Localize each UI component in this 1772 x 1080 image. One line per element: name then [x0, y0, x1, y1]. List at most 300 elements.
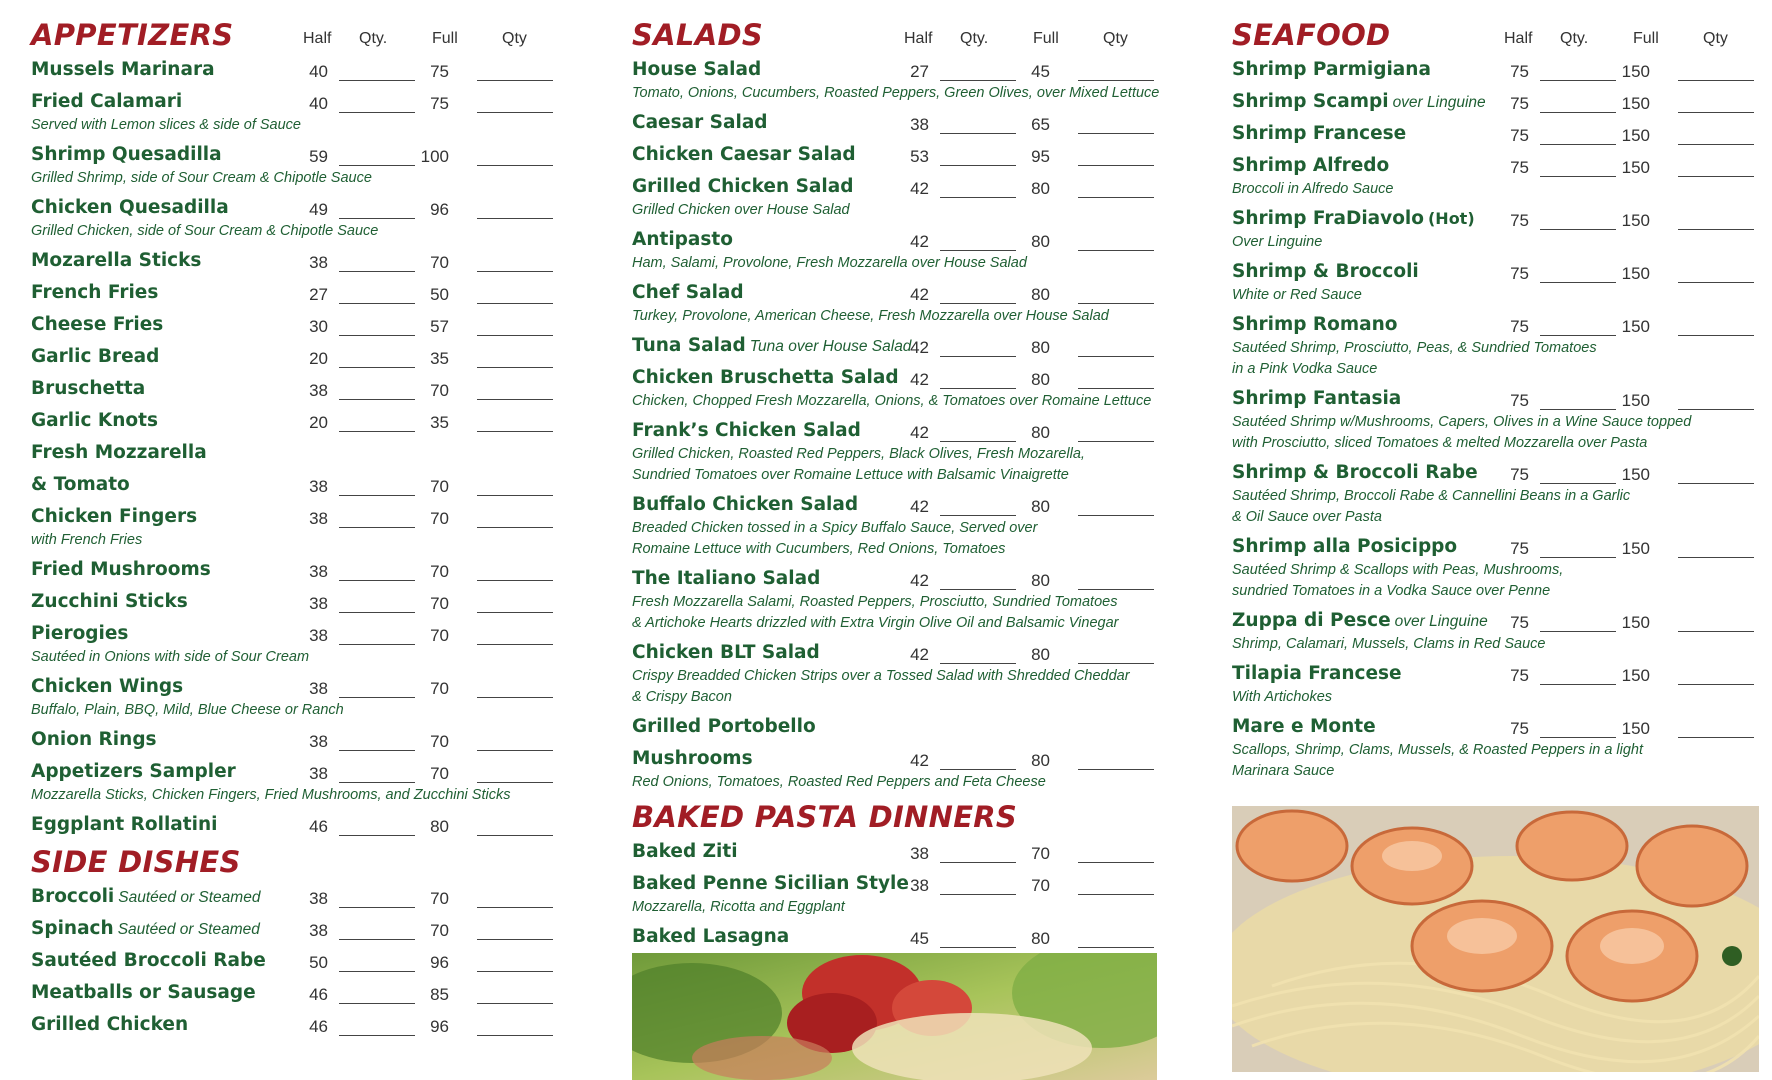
full-qty-line[interactable]	[1078, 133, 1154, 134]
menu-item-title: Shrimp Parmigiana	[1232, 59, 1431, 80]
menu-item-title: Shrimp Fantasia	[1232, 388, 1402, 409]
menu-item-row	[632, 745, 1162, 772]
half-qty-line[interactable]	[339, 335, 415, 336]
half-qty-line[interactable]	[940, 388, 1016, 389]
column-header-qty2: Qty	[1103, 30, 1128, 47]
menu-item-title: Baked Penne Sicilian Style	[632, 873, 909, 894]
menu-item-title: House Salad	[632, 59, 762, 80]
full-qty-line[interactable]	[477, 80, 553, 81]
half-qty-line[interactable]	[339, 750, 415, 751]
menu-item-note: Sautéed or Steamed	[118, 889, 261, 906]
menu-item	[31, 56, 563, 88]
menu-item-description: With Artichokes	[1232, 689, 1333, 705]
half-price: 38	[309, 253, 328, 272]
full-qty-line[interactable]	[477, 1003, 553, 1004]
full-qty-line[interactable]	[477, 1035, 553, 1036]
full-qty-line[interactable]	[1678, 229, 1754, 230]
menu-item-row	[31, 56, 563, 83]
half-price: 38	[309, 509, 328, 528]
half-qty-line[interactable]	[940, 356, 1016, 357]
full-qty-line[interactable]	[1078, 250, 1154, 251]
menu-item-row	[1232, 311, 1758, 338]
full-qty-line[interactable]	[1078, 515, 1154, 516]
menu-item-title: Grilled Chicken	[31, 1014, 189, 1035]
full-price: 80	[1031, 929, 1050, 948]
half-qty-line[interactable]	[1540, 176, 1616, 177]
menu-item-title: Chicken Quesadilla	[31, 197, 229, 218]
half-qty-line[interactable]	[339, 112, 415, 113]
menu-item	[31, 375, 563, 407]
menu-item-hot-tag: (Hot)	[1427, 209, 1475, 228]
column-header-full: Full	[1033, 30, 1059, 47]
full-price: 80	[430, 817, 449, 836]
menu-item-row	[632, 870, 1162, 897]
section-heading-salads	[632, 18, 1162, 56]
full-qty-line[interactable]	[477, 431, 553, 432]
full-qty-line[interactable]	[1078, 947, 1154, 948]
full-price: 50	[430, 285, 449, 304]
section-title: SALADS	[632, 18, 764, 52]
full-qty-line[interactable]	[1078, 769, 1154, 770]
full-qty-line[interactable]	[477, 939, 553, 940]
menu-item-description: Chicken, Chopped Fresh Mozzarella, Onions, & Tomatoes over Romaine Lettuce	[632, 393, 1152, 409]
menu-item-description: Fresh Mozzarella Salami, Roasted Peppers, Prosciutto, Sundried Tomatoes	[632, 594, 1118, 610]
full-price: 80	[1031, 338, 1050, 357]
menu-item-title: Garlic Bread	[31, 346, 160, 367]
half-price: 42	[910, 423, 929, 442]
menu-item	[632, 364, 1162, 417]
menu-item-description: & Artichoke Hearts drizzled with Extra Virgin Olive Oil and Balsamic Vinegar	[632, 615, 1119, 631]
menu-item	[1232, 88, 1758, 120]
half-qty-line[interactable]	[339, 367, 415, 368]
menu-item-name	[632, 873, 909, 894]
menu-item	[1232, 713, 1758, 787]
half-qty-line[interactable]	[940, 589, 1016, 590]
menu-item-description: Romaine Lettuce with Cucumbers, Red Onions, Tomatoes	[632, 541, 1006, 557]
full-qty-line[interactable]	[477, 165, 553, 166]
half-price: 75	[1510, 211, 1529, 230]
menu-item-title: Fried Calamari	[31, 91, 183, 112]
full-price: 150	[1621, 666, 1650, 685]
half-qty-line[interactable]	[1540, 684, 1616, 685]
menu-item-name	[632, 282, 744, 303]
half-qty-line[interactable]	[1540, 631, 1616, 632]
full-price: 75	[430, 62, 449, 81]
full-price: 150	[1621, 317, 1650, 336]
half-price: 75	[1510, 264, 1529, 283]
menu-item-row	[1232, 120, 1758, 147]
full-qty-line[interactable]	[477, 835, 553, 836]
menu-item-row	[1232, 713, 1758, 740]
half-qty-line[interactable]	[1540, 112, 1616, 113]
half-qty-line[interactable]	[339, 939, 415, 940]
full-price: 150	[1621, 465, 1650, 484]
menu-item-description: Grilled Chicken over House Salad	[632, 202, 850, 218]
menu-item-title: Bruschetta	[31, 378, 146, 399]
full-price: 70	[430, 889, 449, 908]
half-qty-line[interactable]	[339, 697, 415, 698]
menu-item	[632, 870, 1162, 923]
menu-item	[632, 838, 1162, 870]
half-qty-line[interactable]	[339, 527, 415, 528]
half-qty-line[interactable]	[940, 947, 1016, 948]
menu-item-name	[1232, 91, 1486, 112]
section-heading-side-dishes	[31, 845, 563, 883]
half-price: 46	[309, 1017, 328, 1036]
full-price: 80	[1031, 370, 1050, 389]
half-qty-line[interactable]	[940, 894, 1016, 895]
menu-item-name	[31, 950, 266, 971]
half-qty-line[interactable]	[940, 133, 1016, 134]
full-price: 150	[1621, 211, 1650, 230]
full-qty-line[interactable]	[1678, 737, 1754, 738]
menu-item-description: & Crispy Bacon	[632, 689, 732, 705]
menu-item	[31, 1011, 563, 1043]
menu-item-row	[31, 375, 563, 402]
half-qty-line[interactable]	[940, 197, 1016, 198]
full-qty-line[interactable]	[1078, 303, 1154, 304]
menu-item-title: Fresh Mozzarella	[31, 442, 207, 463]
half-price: 40	[309, 62, 328, 81]
full-qty-line[interactable]	[1078, 441, 1154, 442]
full-qty-line[interactable]	[1078, 80, 1154, 81]
menu-item-description: Buffalo, Plain, BBQ, Mild, Blue Cheese or Ranch	[31, 702, 344, 718]
full-qty-line[interactable]	[1078, 356, 1154, 357]
half-qty-line[interactable]	[940, 165, 1016, 166]
full-qty-line[interactable]	[1678, 409, 1754, 410]
column-header-qty1: Qty.	[359, 30, 388, 47]
full-price: 150	[1621, 391, 1650, 410]
menu-item-row	[31, 758, 563, 785]
half-qty-line[interactable]	[940, 80, 1016, 81]
full-qty-line[interactable]	[1078, 894, 1154, 895]
menu-item-row	[632, 923, 1162, 950]
column-header-full: Full	[1633, 30, 1659, 47]
column-header-qty2: Qty	[1703, 30, 1728, 47]
menu-item	[1232, 120, 1758, 152]
menu-item-description: Breaded Chicken tossed in a Spicy Buffalo Sauce, Served over	[632, 520, 1038, 536]
menu-item-description: Marinara Sauce	[1232, 763, 1335, 779]
menu-item-name	[31, 814, 217, 835]
menu-item-row	[632, 141, 1162, 168]
full-qty-line[interactable]	[477, 399, 553, 400]
full-qty-line[interactable]	[1078, 165, 1154, 166]
half-qty-line[interactable]	[339, 1035, 415, 1036]
half-price: 38	[910, 844, 929, 863]
menu-item-description: Sundried Tomatoes over Romaine Lettuce with Balsamic Vinaigrette	[632, 467, 1069, 483]
half-qty-line[interactable]	[1540, 483, 1616, 484]
half-price: 53	[910, 147, 929, 166]
half-qty-line[interactable]	[339, 399, 415, 400]
menu-item-row	[31, 979, 563, 1006]
half-price: 38	[309, 921, 328, 940]
menu-item-name	[1232, 536, 1457, 557]
half-qty-line[interactable]	[1540, 557, 1616, 558]
menu-item-title: Appetizers Sampler	[31, 761, 236, 782]
full-qty-line[interactable]	[477, 644, 553, 645]
full-qty-line[interactable]	[477, 527, 553, 528]
full-qty-line[interactable]	[1078, 388, 1154, 389]
full-qty-line[interactable]	[477, 612, 553, 613]
full-qty-line[interactable]	[1678, 80, 1754, 81]
column-header-half: Half	[904, 30, 933, 47]
menu-item-name	[31, 591, 188, 612]
half-qty-line[interactable]	[339, 303, 415, 304]
half-qty-line[interactable]	[339, 495, 415, 496]
half-price: 38	[309, 732, 328, 751]
half-price: 38	[309, 562, 328, 581]
menu-item-title: Chicken Bruschetta Salad	[632, 367, 899, 388]
menu-item	[31, 471, 563, 503]
full-qty-line[interactable]	[1678, 684, 1754, 685]
half-qty-line[interactable]	[940, 769, 1016, 770]
full-qty-line[interactable]	[477, 303, 553, 304]
menu-item-name	[1232, 663, 1402, 684]
half-price: 42	[910, 285, 929, 304]
menu-item	[31, 279, 563, 311]
half-qty-line[interactable]	[940, 862, 1016, 863]
menu-item-name	[632, 716, 816, 737]
half-qty-line[interactable]	[339, 218, 415, 219]
menu-item-title: Shrimp Francese	[1232, 123, 1407, 144]
full-qty-line[interactable]	[477, 271, 553, 272]
menu-item-name	[632, 144, 856, 165]
menu-item-description: sundried Tomatoes in a Vodka Sauce over Penne	[1232, 583, 1551, 599]
full-price: 70	[1031, 844, 1050, 863]
menu-item-name	[632, 176, 853, 197]
menu-item	[31, 439, 563, 471]
half-qty-line[interactable]	[339, 971, 415, 972]
menu-item-name	[1232, 261, 1419, 282]
full-qty-line[interactable]	[1678, 176, 1754, 177]
full-price: 57	[430, 317, 449, 336]
full-price: 80	[1031, 423, 1050, 442]
half-price: 27	[309, 285, 328, 304]
menu-item-title: Baked Lasagna	[632, 926, 790, 947]
full-qty-line[interactable]	[477, 335, 553, 336]
menu-item-name	[632, 494, 858, 515]
full-qty-line[interactable]	[1078, 589, 1154, 590]
menu-item-description: Sautéed Shrimp & Scallops with Peas, Mushrooms,	[1232, 562, 1564, 578]
half-qty-line[interactable]	[339, 907, 415, 908]
half-price: 38	[309, 764, 328, 783]
half-qty-line[interactable]	[1540, 335, 1616, 336]
half-qty-line[interactable]	[1540, 282, 1616, 283]
half-price: 46	[309, 817, 328, 836]
full-qty-line[interactable]	[1678, 631, 1754, 632]
full-qty-line[interactable]	[477, 367, 553, 368]
half-qty-line[interactable]	[940, 441, 1016, 442]
menu-item	[31, 88, 563, 141]
menu-item-row	[1232, 660, 1758, 687]
half-price: 46	[309, 985, 328, 1004]
menu-item-row	[31, 811, 563, 838]
menu-item-row	[31, 503, 563, 530]
menu-item-row	[1232, 258, 1758, 285]
full-price: 70	[430, 562, 449, 581]
half-price: 38	[309, 381, 328, 400]
half-qty-line[interactable]	[940, 515, 1016, 516]
half-qty-line[interactable]	[1540, 409, 1616, 410]
menu-item-title: Antipasto	[632, 229, 733, 250]
menu-item-title: Chicken Wings	[31, 676, 184, 697]
menu-item-title: Mare e Monte	[1232, 716, 1376, 737]
column-header-full: Full	[432, 30, 458, 47]
menu-item-description: Sautéed Shrimp w/Mushrooms, Capers, Olives in a Wine Sauce topped	[1232, 414, 1692, 430]
menu-item-description: with French Fries	[31, 532, 143, 548]
half-price: 75	[1510, 391, 1529, 410]
menu-item-title: Shrimp FraDiavolo	[1232, 208, 1424, 229]
menu-item-name	[632, 112, 768, 133]
half-price: 75	[1510, 613, 1529, 632]
half-qty-line[interactable]	[1540, 229, 1616, 230]
half-price: 38	[309, 594, 328, 613]
full-qty-line[interactable]	[1678, 282, 1754, 283]
menu-item-name	[31, 506, 197, 527]
half-price: 42	[910, 497, 929, 516]
half-price: 38	[309, 626, 328, 645]
menu-item-name	[632, 59, 761, 80]
full-price: 70	[430, 764, 449, 783]
menu-item-description: Grilled Shrimp, side of Sour Cream & Chipotle Sauce	[31, 170, 372, 186]
full-qty-line[interactable]	[1678, 335, 1754, 336]
half-qty-line[interactable]	[339, 835, 415, 836]
menu-item-title: Shrimp & Broccoli Rabe	[1232, 462, 1478, 483]
full-price: 70	[430, 477, 449, 496]
menu-item-name	[31, 623, 128, 644]
half-qty-line[interactable]	[1540, 144, 1616, 145]
menu-item-title: Meatballs or Sausage	[31, 982, 256, 1003]
menu-item-note: Sautéed or Steamed	[117, 921, 260, 938]
menu-item-name	[31, 918, 260, 939]
menu-item-row	[1232, 385, 1758, 412]
full-qty-line[interactable]	[477, 782, 553, 783]
full-qty-line[interactable]	[1078, 862, 1154, 863]
half-qty-line[interactable]	[339, 271, 415, 272]
full-qty-line[interactable]	[477, 495, 553, 496]
half-price: 38	[309, 679, 328, 698]
half-qty-line[interactable]	[339, 580, 415, 581]
half-qty-line[interactable]	[339, 165, 415, 166]
column-header-half: Half	[1504, 30, 1533, 47]
menu-item	[31, 915, 563, 947]
half-price: 45	[910, 929, 929, 948]
half-qty-line[interactable]	[339, 431, 415, 432]
half-price: 42	[910, 232, 929, 251]
menu-item-name	[1232, 314, 1398, 335]
menu-item-name	[31, 197, 229, 218]
menu-item	[1232, 459, 1758, 533]
section-heading-seafood	[1232, 18, 1758, 56]
menu-item-row	[31, 194, 563, 221]
menu-item-row	[31, 620, 563, 647]
half-price: 75	[1510, 158, 1529, 177]
full-qty-line[interactable]	[477, 907, 553, 908]
menu-item	[632, 745, 1162, 798]
half-price: 38	[309, 477, 328, 496]
menu-item-row	[632, 173, 1162, 200]
full-qty-line[interactable]	[477, 971, 553, 972]
menu-item-description: Scallops, Shrimp, Clams, Mussels, & Roasted Peppers in a light	[1232, 742, 1644, 758]
menu-item-name	[31, 378, 145, 399]
menu-item-title: Tilapia Francese	[1232, 663, 1402, 684]
menu-item-title: & Tomato	[31, 474, 130, 495]
full-qty-line[interactable]	[477, 697, 553, 698]
menu-item-description: White or Red Sauce	[1232, 287, 1362, 303]
menu-item-name	[632, 841, 738, 862]
menu-item-name	[31, 761, 236, 782]
full-qty-line[interactable]	[477, 580, 553, 581]
full-price: 150	[1621, 158, 1650, 177]
full-price: 96	[430, 1017, 449, 1036]
full-qty-line[interactable]	[1078, 197, 1154, 198]
half-qty-line[interactable]	[1540, 737, 1616, 738]
menu-item-name	[632, 367, 899, 388]
menu-item-title: Chef Salad	[632, 282, 744, 303]
full-qty-line[interactable]	[1678, 557, 1754, 558]
half-qty-line[interactable]	[339, 644, 415, 645]
half-price: 75	[1510, 94, 1529, 113]
half-price: 42	[910, 751, 929, 770]
menu-item-note: Tuna over House Salad	[749, 338, 912, 355]
full-qty-line[interactable]	[1678, 112, 1754, 113]
half-qty-line[interactable]	[940, 303, 1016, 304]
menu-item-title: Zuppa di Pesce	[1232, 610, 1391, 631]
half-qty-line[interactable]	[1540, 80, 1616, 81]
menu-item-title: Zucchini Sticks	[31, 591, 188, 612]
half-qty-line[interactable]	[339, 612, 415, 613]
full-price: 70	[430, 381, 449, 400]
full-price: 80	[1031, 497, 1050, 516]
full-price: 35	[430, 349, 449, 368]
half-price: 40	[309, 94, 328, 113]
half-qty-line[interactable]	[339, 80, 415, 81]
full-qty-line[interactable]	[477, 750, 553, 751]
menu-item-note: over Linguine	[1392, 94, 1486, 111]
full-qty-line[interactable]	[1678, 144, 1754, 145]
menu-item-title: Shrimp Scampi	[1232, 91, 1389, 112]
full-qty-line[interactable]	[477, 112, 553, 113]
menu-item-row	[632, 364, 1162, 391]
menu-item-name	[632, 420, 861, 441]
menu-item-title: Shrimp & Broccoli	[1232, 261, 1419, 282]
full-qty-line[interactable]	[477, 218, 553, 219]
full-price: 45	[1031, 62, 1050, 81]
half-qty-line[interactable]	[940, 663, 1016, 664]
menu-item-title: Chicken Caesar Salad	[632, 144, 856, 165]
menu-item-description: Grilled Chicken, side of Sour Cream & Chipotle Sauce	[31, 223, 379, 239]
menu-item-row	[31, 141, 563, 168]
menu-item-name	[31, 474, 130, 495]
menu-item-row	[632, 417, 1162, 444]
menu-item-name	[632, 229, 733, 250]
menu-item	[31, 620, 563, 673]
full-qty-line[interactable]	[1078, 663, 1154, 664]
half-qty-line[interactable]	[339, 782, 415, 783]
menu-item-name	[31, 91, 182, 112]
menu-item	[31, 726, 563, 758]
full-qty-line[interactable]	[1678, 483, 1754, 484]
menu-column-1	[31, 18, 563, 1043]
half-qty-line[interactable]	[940, 250, 1016, 251]
half-qty-line[interactable]	[339, 1003, 415, 1004]
half-price: 75	[1510, 465, 1529, 484]
section-heading-baked-pasta-dinners	[632, 800, 1162, 838]
menu-item-name	[1232, 123, 1406, 144]
section-title: APPETIZERS	[31, 18, 234, 52]
menu-item-name	[1232, 59, 1431, 80]
section-heading-appetizers	[31, 18, 563, 56]
